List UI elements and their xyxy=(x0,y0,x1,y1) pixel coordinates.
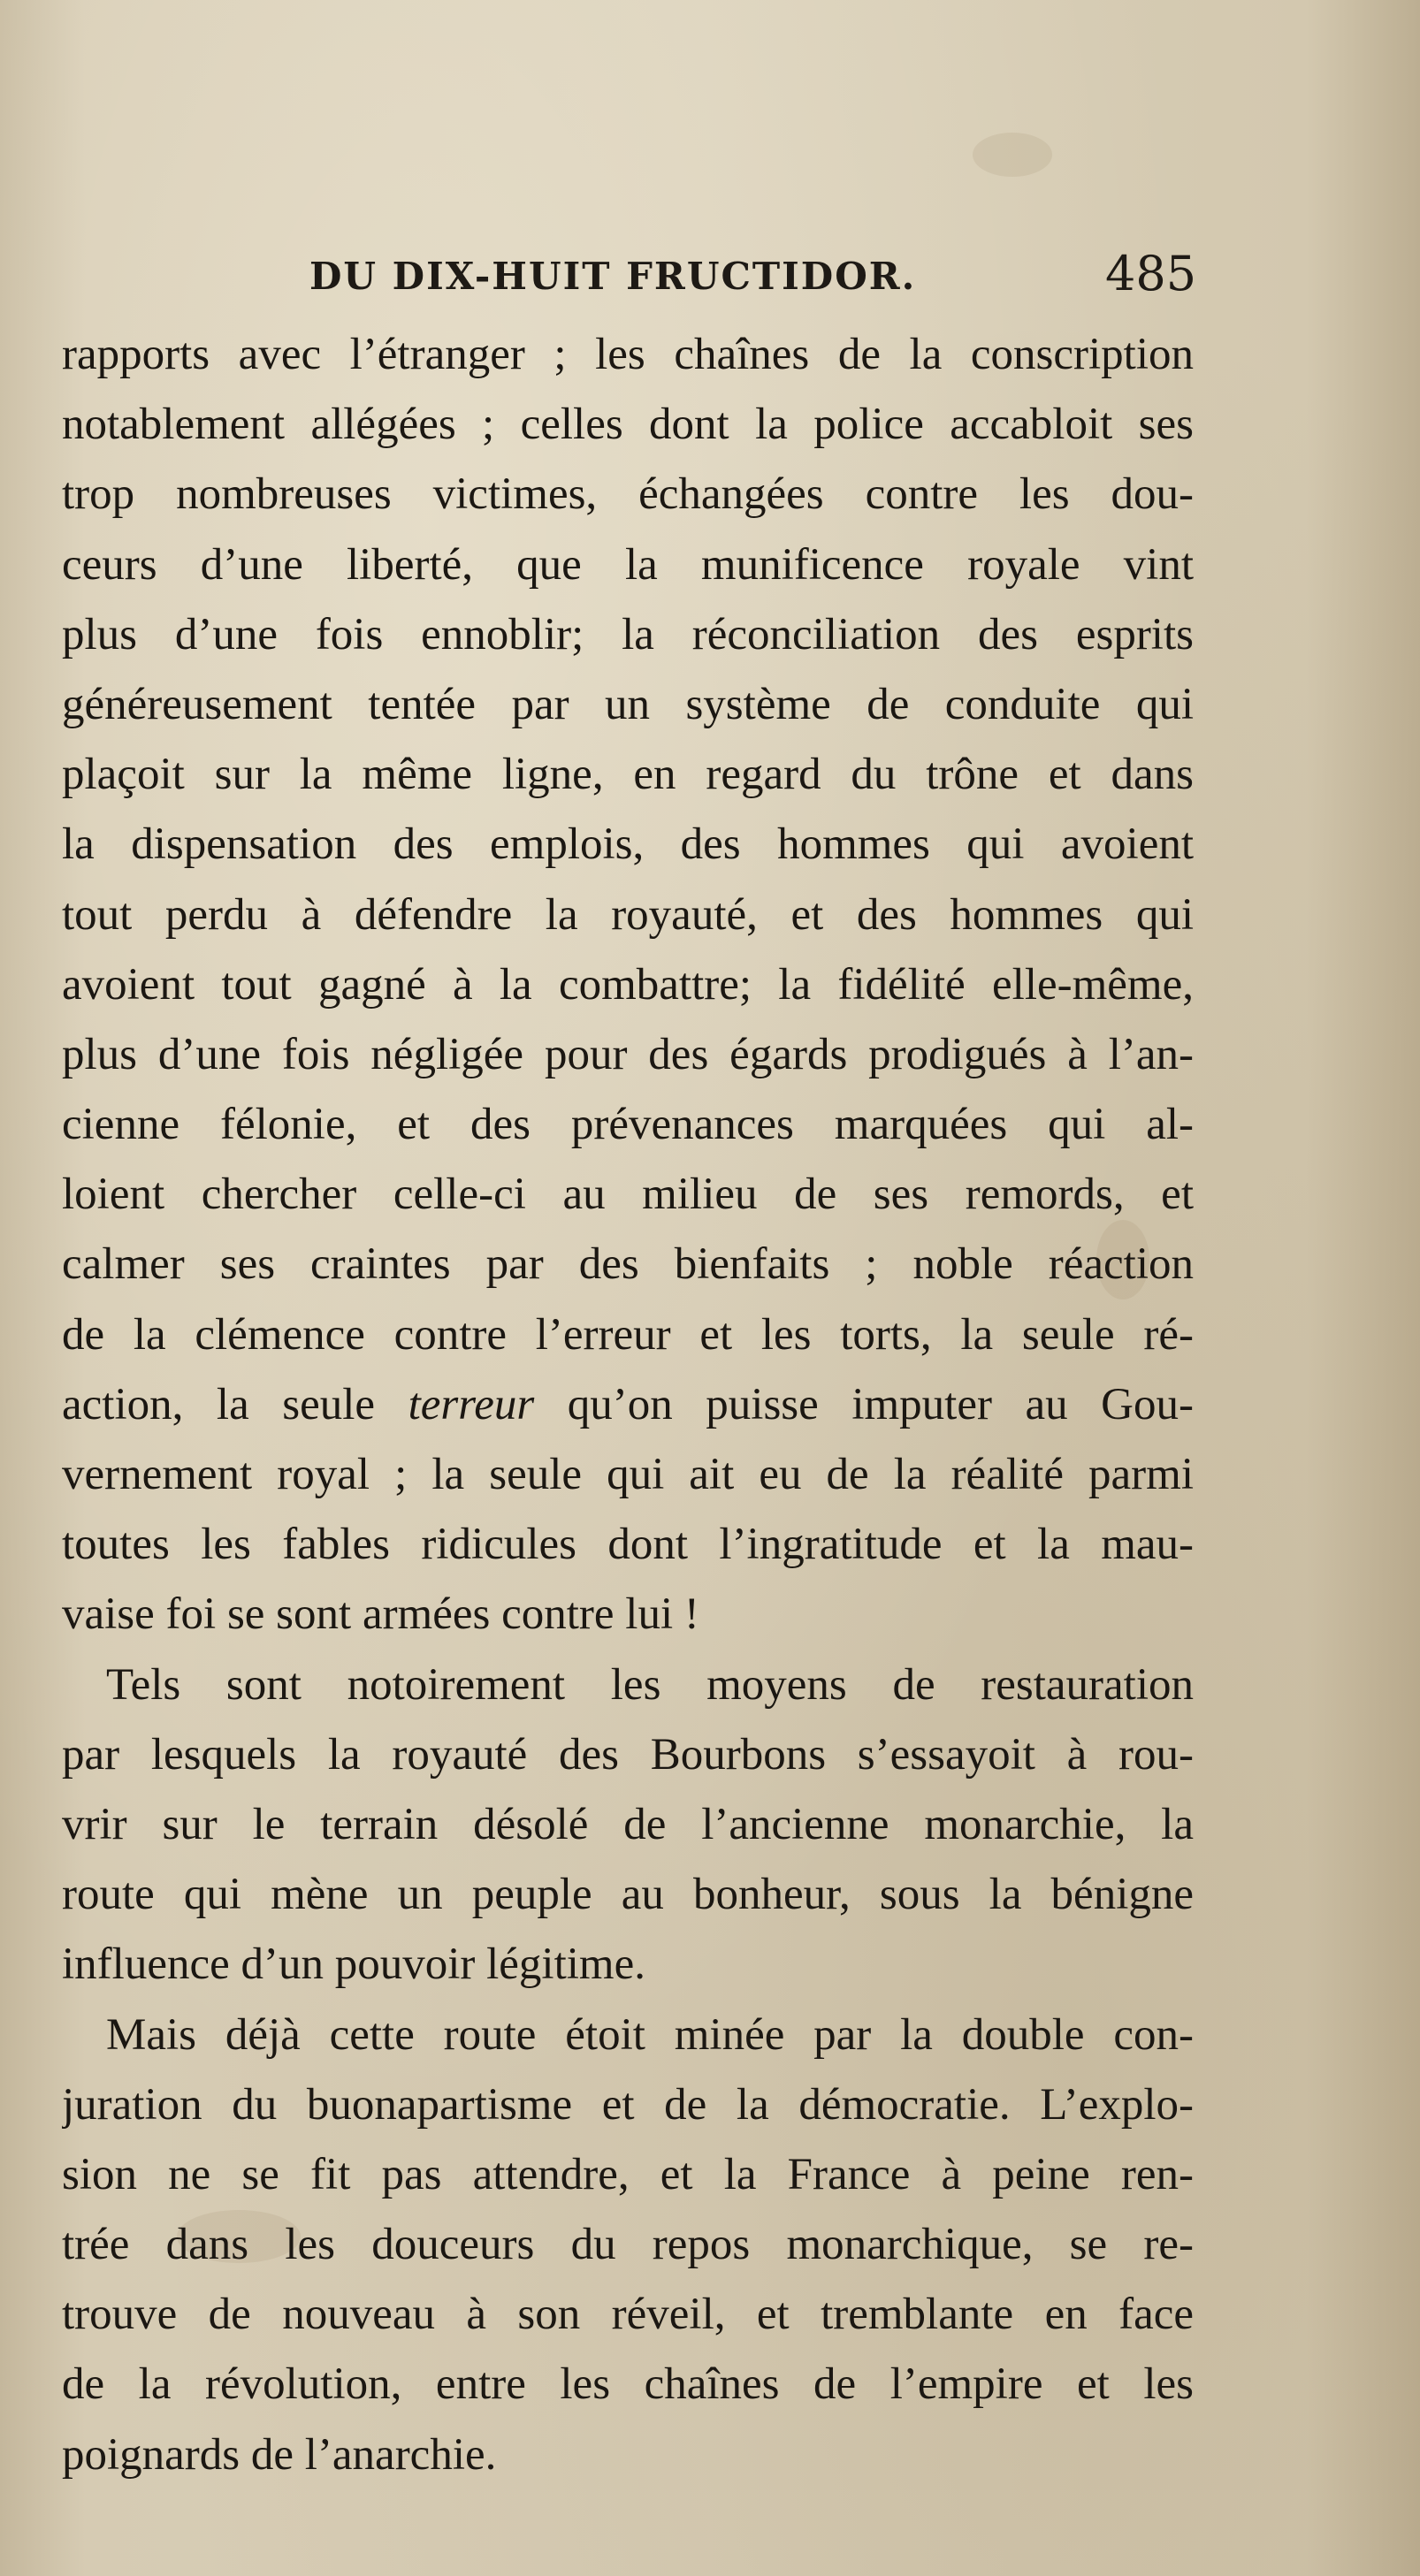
text-line: avoient tout gagné à la combattre; la fidélité elle-même, xyxy=(62,959,1194,1010)
text-line: généreusement tentée par un système de conduite qui xyxy=(62,679,1194,729)
text-line: trop nombreuses victimes, échangées contre les dou- xyxy=(62,469,1194,520)
text-line: plaçoit sur la même ligne, en regard du trône et dans xyxy=(62,750,1194,800)
text-line: Mais déjà cette route étoit minée par la double con- xyxy=(106,2009,1194,2060)
text-line-with-italic xyxy=(62,1370,1194,1440)
text-line: vrir sur le terrain désolé de l’ancienne monarchie, la xyxy=(62,1799,1194,1849)
text-line: route qui mène un peuple au bonheur, sous la bénigne xyxy=(62,1870,1194,1920)
text-line: cienne félonie, et des prévenances marquées qui al- xyxy=(62,1100,1194,1150)
paragraph-1 xyxy=(62,320,1194,1650)
text-line: par lesquels la royauté des Bourbons s’essayoit à rou- xyxy=(62,1729,1194,1780)
text-line: influence d’un pouvoir légitime. xyxy=(62,1940,645,1990)
text-span: qu’on puisse imputer au Gou- xyxy=(534,1379,1194,1429)
text-span: action, la seule xyxy=(62,1379,408,1429)
text-line: juration du buonapartisme et de la démocratie. L’explo- xyxy=(62,2079,1194,2130)
text-line: plus d’une fois négligée pour des égards prodigués à l’an- xyxy=(62,1029,1194,1079)
text-line: plus d’une fois ennoblir; la réconciliation des esprits xyxy=(62,609,1194,659)
text-line: poignards de l’anarchie. xyxy=(62,2429,497,2480)
text-line: ceurs d’une liberté, que la munificence royale vint xyxy=(62,539,1194,590)
text-line: toutes les fables ridicules dont l’ingratitude et la mau- xyxy=(62,1520,1194,1570)
italic-word: terreur xyxy=(408,1379,535,1429)
text-line: vaise foi se sont armées contre lui ! xyxy=(62,1589,699,1640)
text-line: tout perdu à défendre la royauté, et des hommes qui xyxy=(62,889,1194,940)
text-line: rapports avec l’étranger ; les chaînes de la conscription xyxy=(62,330,1194,379)
page-number: 485 xyxy=(1105,246,1197,301)
text-line: la dispensation des emplois, des hommes qui avoient xyxy=(62,819,1194,870)
text-line: Tels sont notoirement les moyens de restauration xyxy=(106,1659,1194,1710)
paragraph-3 xyxy=(62,2001,1194,2490)
text-line: notablement allégées ; celles dont la police accabloit ses xyxy=(62,400,1194,450)
text-line: sion ne se fit pas attendre, et la France à peine ren- xyxy=(62,2149,1194,2199)
text-line: trée dans les douceurs du repos monarchique, se re- xyxy=(62,2220,1194,2270)
text-line: de la clémence contre l’erreur et les torts, la seule ré- xyxy=(62,1309,1194,1360)
text-line: de la révolution, entre les chaînes de l’empire et les xyxy=(62,2359,1194,2410)
body-text xyxy=(62,320,1194,2490)
text-line: vernement royal ; la seule qui ait eu de la réalité parmi xyxy=(62,1450,1194,1499)
page-header xyxy=(62,237,1202,308)
paper-stain xyxy=(973,133,1052,177)
running-title: DU DIX-HUIT FRUCTIDOR. xyxy=(309,255,917,298)
text-line: loient chercher celle-ci au milieu de ses remords, et xyxy=(62,1170,1194,1220)
text-line: trouve de nouveau à son réveil, et tremblante en face xyxy=(62,2290,1194,2340)
paragraph-2 xyxy=(62,1650,1194,2001)
text-line: calmer ses craintes par des bienfaits ; noble réaction xyxy=(62,1239,1194,1290)
